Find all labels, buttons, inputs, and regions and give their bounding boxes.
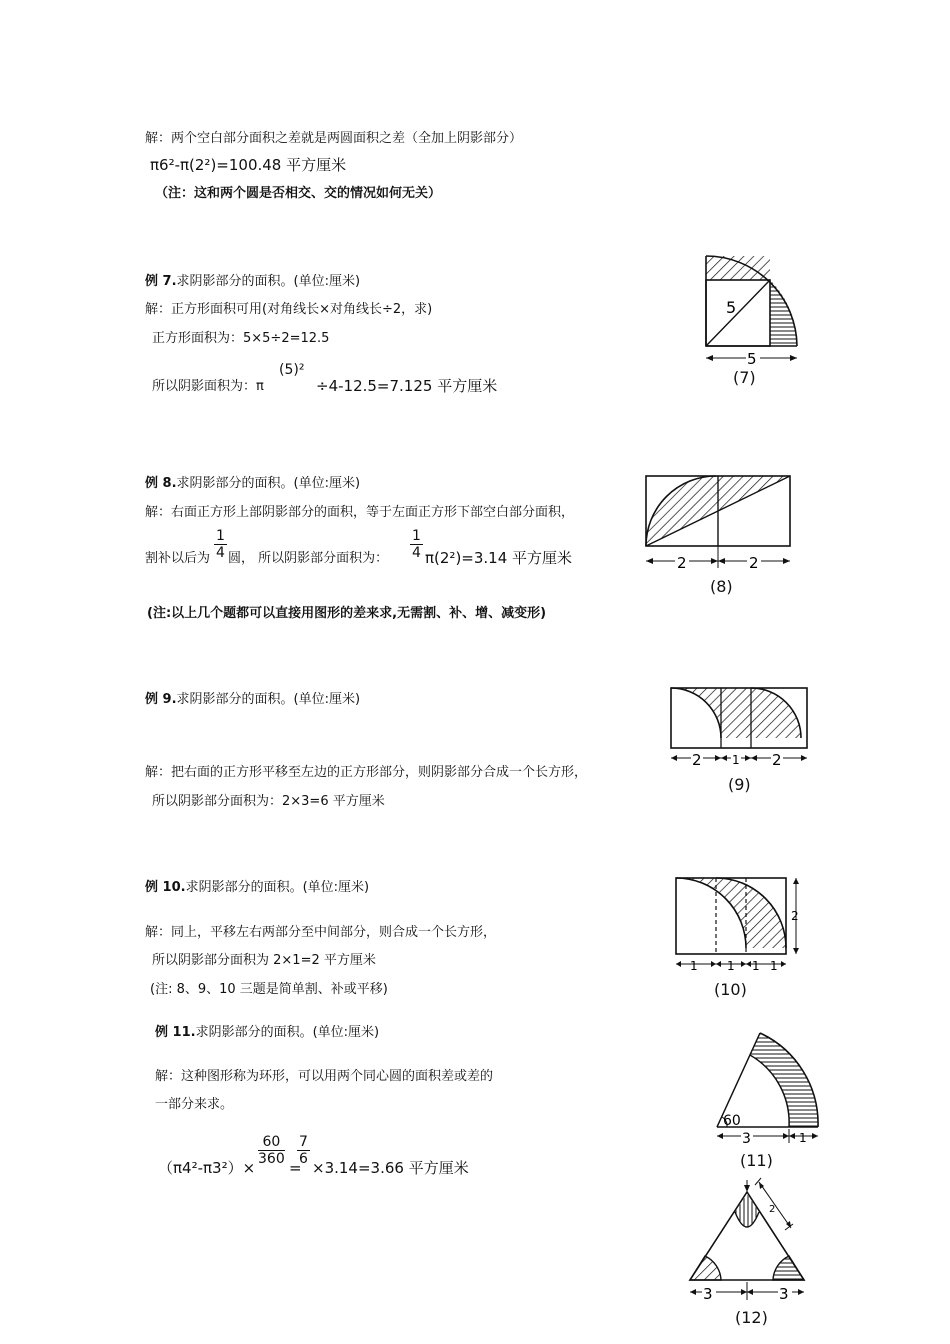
ex11-title-num: 例 11. [155, 1025, 196, 1040]
fig11-label-r: 3 [742, 1131, 751, 1147]
ex11-eq: = [289, 1159, 302, 1177]
ex11-frac2-den: 6 [299, 1151, 308, 1167]
ex11-frac1-den: 360 [258, 1151, 285, 1167]
ex8-frac2-den: 4 [412, 545, 421, 561]
fig9-label-b: 1 [732, 753, 740, 767]
ex7-sol3-post: ÷4-12.5=7.125 平方厘米 [316, 377, 498, 395]
ex8-frac1-den: 4 [216, 545, 225, 561]
ex7-title [145, 274, 360, 290]
ex9-sol1: 解：把右面的正方形平移至左边的正方形部分，则阴影部分合成一个长方形， [145, 765, 588, 780]
fig7-label-diag: 5 [726, 298, 737, 317]
ex7-sol2: 正方形面积为：5×5÷2=12.5 [152, 331, 330, 346]
ex10-sol3: (注: 8、9、10 三题是简单割、补或平移) [150, 982, 388, 997]
sec6-line2: π6²-π(2²)=100.48 平方厘米 [150, 156, 347, 174]
ex11-title-text: 求阴影部分的面积。(单位:厘米) [195, 1025, 380, 1040]
fig9-label-a: 2 [692, 751, 702, 769]
fig10-label-1c: 1 [752, 959, 760, 973]
fig10-label-1a: 1 [690, 959, 698, 973]
fig9-caption: (9) [728, 775, 751, 794]
ex11-frac1 [258, 1134, 285, 1167]
ex9-sol2: 所以阴影部分面积为：2×3=6 平方厘米 [152, 794, 385, 809]
figure-11 [705, 1025, 830, 1150]
ex8-frac2-num: 1 [412, 528, 421, 544]
ex11-frac2-num: 7 [299, 1134, 308, 1150]
figure-8 [640, 470, 800, 570]
fig8-label-right: 2 [749, 554, 759, 572]
ex9-title-num: 例 9. [145, 692, 177, 707]
ex7-sol1: 解：正方形面积可用(对角线长×对角线长÷2，求) [145, 302, 433, 317]
fig10-label-1d: 1 [770, 959, 778, 973]
ex7-title-num: 例 7. [145, 274, 177, 289]
fig12-caption: (12) [735, 1308, 768, 1327]
ex8-sol1: 解：右面正方形上部阴影部分的面积，等于左面正方形下部空白部分面积， [145, 505, 575, 520]
ex10-title-text: 求阴影部分的面积。(单位:厘米) [185, 880, 370, 895]
fig7-label-side: 5 [747, 350, 757, 368]
fig7-caption: (7) [733, 368, 756, 387]
fig10-label-1b: 1 [727, 959, 735, 973]
fig11-label-angle: 60 [723, 1113, 741, 1129]
ex10-title-num: 例 10. [145, 880, 186, 895]
ex10-sol2: 所以阴影部分面积为 2×1=2 平方厘米 [152, 953, 376, 968]
fig10-caption: (10) [714, 980, 747, 999]
fig12-label-right: 3 [779, 1285, 789, 1303]
ex11-sol2: 一部分来求。 [155, 1097, 234, 1112]
ex8-sol2-post: π(2²)=3.14 平方厘米 [425, 549, 573, 567]
figure-9 [665, 680, 815, 770]
ex11-sol3-post: ×3.14=3.66 平方厘米 [312, 1159, 469, 1177]
fig8-label-left: 2 [677, 554, 687, 572]
ex11-sol3-pre: （π4²-π3²）× [158, 1159, 256, 1177]
fig8-caption: (8) [710, 577, 733, 596]
ex11-frac1-num: 60 [258, 1134, 285, 1151]
ex8-title [145, 476, 360, 492]
ex8-sol2-pre: 割补以后为 [145, 551, 211, 566]
ex7-sol3-pre: 所以阴影面积为：π [152, 379, 264, 394]
fig12-label-top: 2 [769, 1204, 776, 1215]
ex9-title-text: 求阴影部分的面积。(单位:厘米) [176, 692, 361, 707]
ex10-title [145, 880, 369, 896]
ex8-frac1 [214, 528, 227, 561]
fig12-label-left: 3 [703, 1285, 713, 1303]
ex8-title-text: 求阴影部分的面积。(单位:厘米) [176, 476, 361, 491]
ex11-sol1: 解：这种图形称为环形，可以用两个同心圆的面积差或差的 [155, 1069, 494, 1084]
ex11-title [155, 1025, 379, 1041]
ex8-sol2-mid: 圆， 所以阴影部分面积为： [228, 551, 389, 566]
ex7-sol3-sup: (5)² [279, 362, 305, 378]
figure-10 [670, 872, 810, 972]
ex7-title-text: 求阴影部分的面积。(单位:厘米) [176, 274, 361, 289]
fig11-caption: (11) [740, 1151, 773, 1170]
ex10-sol1: 解：同上，平移左右两部分至中间部分，则合成一个长方形， [145, 925, 497, 940]
figure-12 [675, 1170, 825, 1310]
fig10-label-h: 2 [791, 909, 799, 923]
note-all: (注:以上几个题都可以直接用图形的差来求,无需割、补、增、减变形) [147, 606, 547, 621]
fig11-label-w: 1 [799, 1131, 807, 1145]
ex11-frac2 [297, 1134, 310, 1167]
sec6-line1: 解：两个空白部分面积之差就是两圆面积之差（全加上阴影部分） [145, 131, 523, 146]
ex8-frac2 [410, 528, 423, 561]
fig9-label-c: 2 [772, 751, 782, 769]
ex8-frac1-num: 1 [216, 528, 225, 544]
sec6-note: （注：这和两个圆是否相交、交的情况如何无关） [155, 186, 442, 201]
ex9-title [145, 692, 360, 708]
ex8-title-num: 例 8. [145, 476, 177, 491]
